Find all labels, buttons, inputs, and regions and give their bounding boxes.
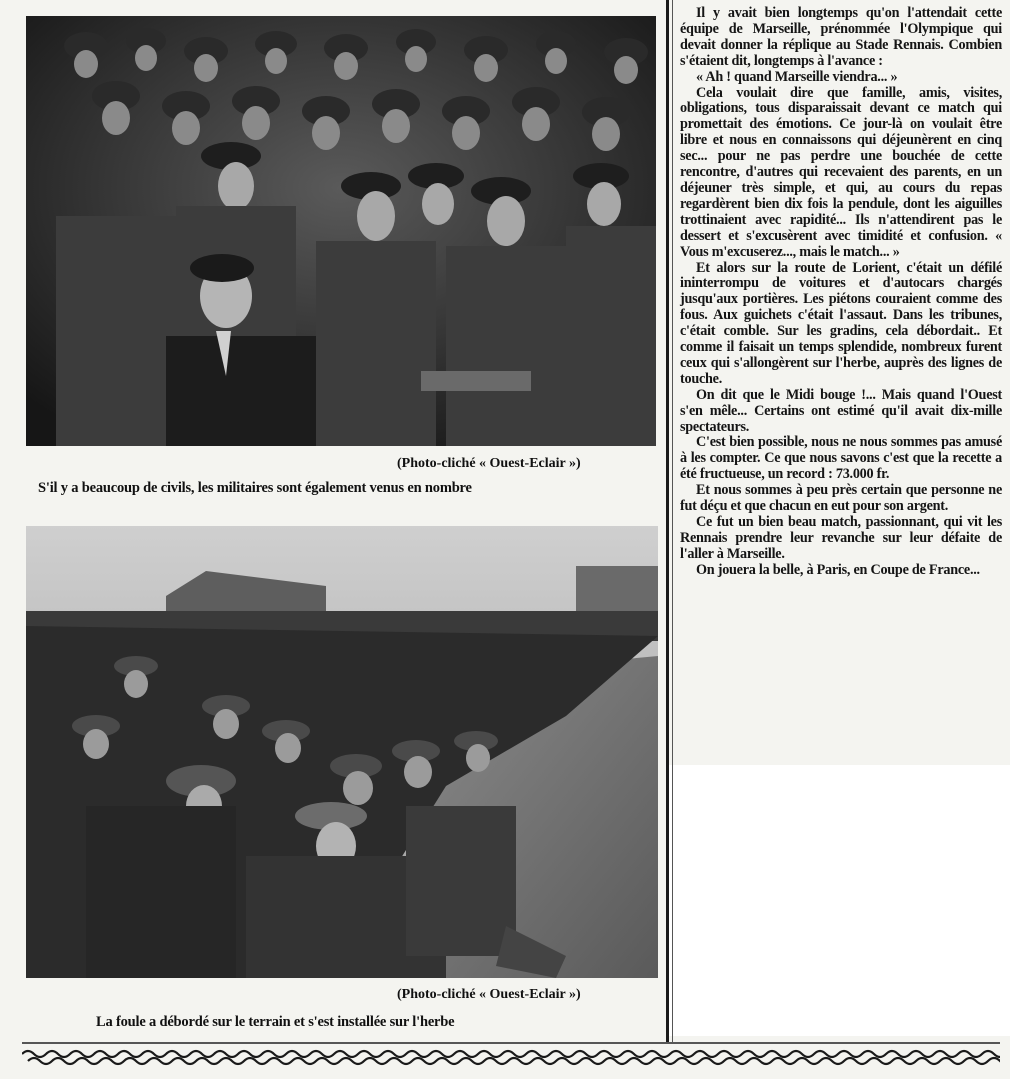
photo-2-credit: (Photo-cliché « Ouest-Eclair ») <box>397 987 581 1002</box>
column-rule-thin <box>672 0 673 1042</box>
wavy-divider <box>22 1040 1000 1068</box>
article-paragraph: Et alors sur la route de Lorient, c'était un défilé ininterrompu de voitures et d'autocars chargés jusqu'aux portières. Les piétons couraient comme des fous. Aux guichets c'était l'assaut. Dans les tribunes, c'était comble. Sur les gradins, cela débordait.. Et comme il faisait un temps splendide, nombreux furent ceux qui s'allongèrent sur l'herbe, auprès des lignes de touche. <box>680 259 1002 387</box>
photo-2-caption: La foule a débordé sur le terrain et s'est installée sur l'herbe <box>96 1014 455 1030</box>
photo-crowd-on-grass-image <box>26 526 658 978</box>
article-paragraph: C'est bien possible, nous ne nous sommes pas amusé à les compter. Ce que nous savons c'est que la recette a été fructueuse, un record : 73.000 fr. <box>680 434 1002 483</box>
article-paragraph: « Ah ! quand Marseille viendra... » <box>696 68 898 85</box>
photo-crowd-on-grass <box>26 526 658 978</box>
article-paragraph: Il y avait bien longtemps qu'on l'attendait cette équipe de Marseille, prénommée l'Olympique qui devait donner la réplique au Stade Rennais. Combien s'étaient dit, longtemps à l'avance : <box>680 5 1002 69</box>
article-body <box>680 6 1002 579</box>
article-paragraph: Cela voulait dire que famille, amis, visites, obligations, tous disparaissait devant ce match qui promettait des émotions. Ce jour-là on voulait être libre et nous en connaissons qui déjeunèrent en cinq sec... pour ne pas perdre une bouchée de cette rencontre, d'autres qui recevaient des parents, en un déjeuner très simple, et qui, au cours du repas regardèrent bien dix fois la pendule, dont les aiguilles trottinaient avec rapidité... Ils n'attendirent pas le dessert et s'excusèrent avec timidité et confusion. « Vous m'excuserez..., mais le match... » <box>680 84 1002 260</box>
article-paragraph: Ce fut un bien beau match, passionnant, qui vit les Rennais prendre leur revanche sur leur défaite de l'aller à Marseille. <box>680 514 1002 562</box>
photo-crowd-soldiers-image <box>26 16 656 446</box>
column-rule <box>666 0 669 1042</box>
photo-crowd-soldiers <box>26 16 656 446</box>
article-paragraph: On jouera la belle, à Paris, en Coupe de France... <box>696 561 980 578</box>
photo-1-caption: S'il y a beaucoup de civils, les militaires sont également venus en nombre <box>38 480 472 496</box>
article-paragraph: On dit que le Midi bouge !... Mais quand l'Ouest s'en mêle... Certains ont estimé qu'il avait dix-mille spectateurs. <box>680 386 1002 435</box>
article-paragraph: Et nous sommes à peu près certain que personne ne fut déçu et que chacun en eut pour son argent. <box>680 482 1002 515</box>
photo-1-credit: (Photo-cliché « Ouest-Eclair ») <box>397 456 581 471</box>
